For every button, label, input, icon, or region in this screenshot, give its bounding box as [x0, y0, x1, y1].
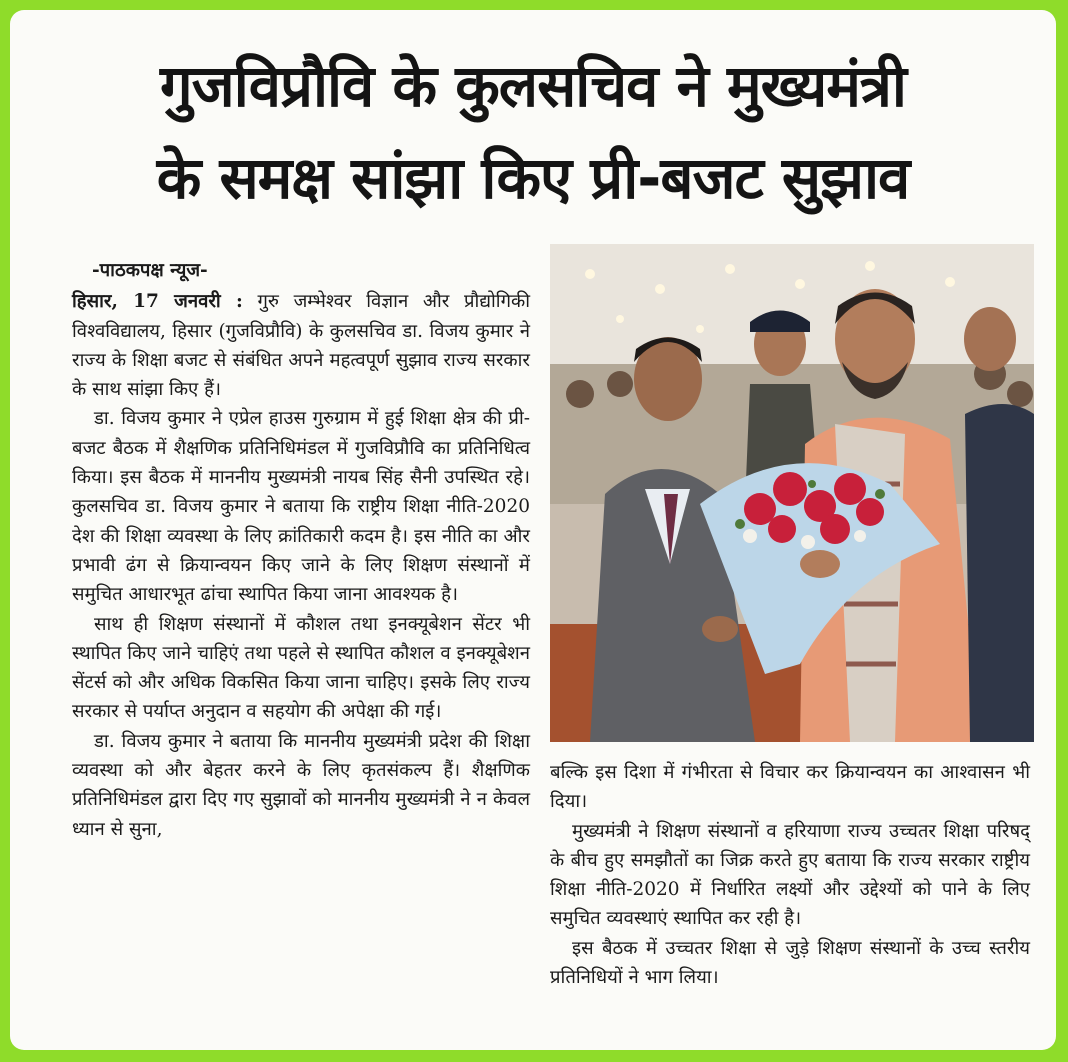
- byline: -पाठकपक्ष न्यूज-: [92, 260, 208, 281]
- photo-illustration: [550, 244, 1034, 742]
- headline-line-1: गुजविप्रौवि के कुलसचिव ने मुख्यमंत्री: [160, 52, 906, 120]
- article-paragraph: इस बैठक में उच्चतर शिक्षा से जुड़े शिक्षण संस्थानों के उच्च स्तरीय प्रतिनिधियों ने भाग लिया।: [550, 937, 1030, 989]
- dateline: हिसार, 17 जनवरी :: [72, 291, 243, 313]
- paragraph-text: गुरु जम्भेश्वर विज्ञान और प्रौद्योगिकी विश्वविद्यालय, हिसार (गुजविप्रौवि) के कुलसचिव डा. विजय कुमार ने राज्य के शिक्षा बजट से संबंधित अपने महत्वपूर्ण सुझाव राज्य सरकार के साथ सांझा किए हैं।: [72, 291, 530, 401]
- article-paragraph: साथ ही शिक्षण संस्थानों में कौशल तथा इनक्यूबेशन सेंटर भी स्थापित किए जाने चाहिएं तथा पहले से स्थापित कौशल व इनक्यूबेशन सेंटर्स को और अधिक विकसित किया जाना चाहिए। इसके लिए राज्य सरकार से पर्याप्त अनुदान व सहयोग की अपेक्षा की गई।: [72, 613, 530, 723]
- headline: [10, 40, 1056, 224]
- news-photo: [550, 244, 1034, 742]
- article-column-right: [550, 758, 1030, 992]
- newspaper-clipping: [10, 10, 1056, 1050]
- article-paragraph: डा. विजय कुमार ने एप्रेल हाउस गुरुग्राम में हुई शिक्षा क्षेत्र की प्री-बजट बैठक में शैक्षणिक प्रतिनिधिमंडल में गुजविप्रौवि का प्रतिनिधित्व किया। इस बैठक में माननीय मुख्यमंत्री नायब सिंह सैनी उपस्थित रहे। कुलसचिव डा. विजय कुमार ने बताया कि राष्ट्रीय शिक्षा नीति-2020 देश की शिक्षा व्यवस्था के लिए क्रांतिकारी कदम है। इस नीति का और प्रभावी ढंग से क्रियान्वयन किए जाने के लिए शिक्षण संस्थानों में समुचित आधारभूत ढांचा स्थापित किया जाना आवश्यक है।: [72, 408, 530, 606]
- article-column-left: [72, 256, 530, 844]
- article-paragraph: [72, 287, 530, 404]
- article-paragraph: डा. विजय कुमार ने बताया कि माननीय मुख्यमंत्री प्रदेश की शिक्षा व्यवस्था को और बेहतर करने के लिए कृतसंकल्प हैं। शैक्षणिक प्रतिनिधिमंडल द्वारा दिए गए सुझावों को माननीय मुख्यमंत्री ने न केवल ध्यान से सुना,: [72, 730, 530, 840]
- article-paragraph: बल्कि इस दिशा में गंभीरता से विचार कर क्रियान्वयन का आश्वासन भी दिया।: [550, 762, 1030, 813]
- article-paragraph: मुख्यमंत्री ने शिक्षण संस्थानों व हरियाणा राज्य उच्चतर शिक्षा परिषद् के बीच हुए समझौतों का जिक्र करते हुए बताया कि राज्य सरकार राष्ट्रीय शिक्षा नीति-2020 में निर्धारित लक्ष्यों और उद्देश्यों को पाने के लिए समुचित व्यवस्थाएं स्थापित कर रही है।: [550, 820, 1030, 930]
- headline-line-2: के समक्ष सांझा किए प्री-बजट सुझाव: [156, 144, 910, 212]
